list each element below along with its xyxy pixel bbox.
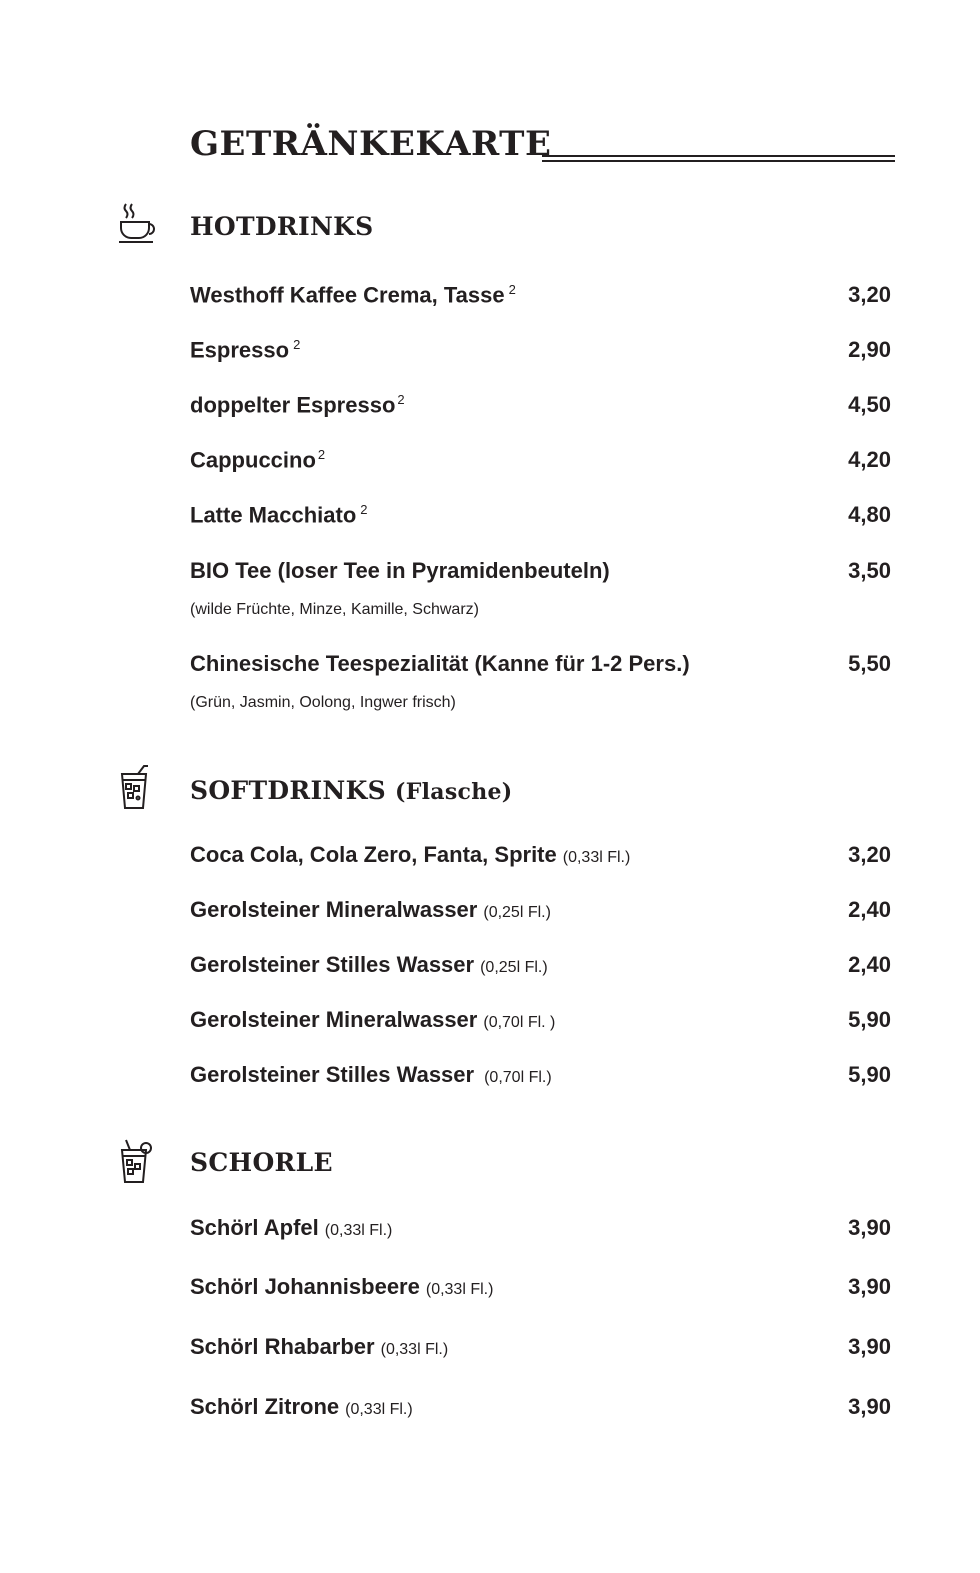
item-description: (wilde Früchte, Minze, Kamille, Schwarz) xyxy=(190,601,479,618)
coffee-cup-icon xyxy=(116,200,160,248)
item-price: 3,90 xyxy=(848,1394,891,1419)
lemonade-glass-icon xyxy=(116,1138,160,1186)
item-name: Coca Cola, Cola Zero, Fanta, Sprite (0,33l Fl.) xyxy=(190,842,631,867)
menu-item xyxy=(190,337,895,367)
menu-item xyxy=(190,1062,895,1092)
item-name: Schörl Apfel (0,33l Fl.) xyxy=(190,1215,393,1240)
item-name: Schörl Rhabarber (0,33l Fl.) xyxy=(190,1334,449,1359)
item-name: Schörl Johannisbeere (0,33l Fl.) xyxy=(190,1274,494,1299)
title-rule-top xyxy=(542,155,895,157)
soda-glass-icon xyxy=(116,764,160,812)
item-name: Espresso $^2$ xyxy=(190,337,301,363)
item-price: 5,90 xyxy=(848,1062,891,1087)
menu-item xyxy=(190,447,895,477)
page-title: GETRÄNKEKARTE xyxy=(190,124,552,164)
menu-item xyxy=(190,952,895,982)
menu-item xyxy=(190,282,895,312)
item-price: 2,40 xyxy=(848,952,891,977)
item-price: 4,20 xyxy=(848,447,891,472)
item-name: Gerolsteiner Mineralwasser (0,70l Fl. ) xyxy=(190,1007,556,1032)
item-name: Gerolsteiner Stilles Wasser (0,70l Fl.) xyxy=(190,1062,552,1087)
item-price: 3,90 xyxy=(848,1334,891,1359)
item-price: 4,50 xyxy=(848,392,891,417)
item-price: 2,90 xyxy=(848,337,891,362)
item-price: 3,20 xyxy=(848,282,891,307)
item-price: 4,80 xyxy=(848,502,891,527)
item-name: Westhoff Kaffee Crema, Tasse $^2$ xyxy=(190,282,516,308)
item-price: 3,20 xyxy=(848,842,891,867)
section-heading-hotdrinks: HOTDRINKS xyxy=(190,212,374,241)
menu-item xyxy=(190,1274,895,1304)
title-rule-bottom xyxy=(542,160,895,162)
menu-item xyxy=(190,558,895,588)
item-price: 2,40 xyxy=(848,897,891,922)
item-description: (Grün, Jasmin, Oolong, Ingwer frisch) xyxy=(190,694,456,711)
item-price: 5,50 xyxy=(848,651,891,676)
item-name: Gerolsteiner Stilles Wasser (0,25l Fl.) xyxy=(190,952,548,977)
item-name: Schörl Zitrone (0,33l Fl.) xyxy=(190,1394,413,1419)
item-name: doppelter Espresso $^2$ xyxy=(190,392,405,418)
item-name: Chinesische Teespezialität (Kanne für 1-2 Pers.) xyxy=(190,651,690,676)
item-name: Latte Macchiato $^2$ xyxy=(190,502,368,528)
item-name: Cappuccino $^2$ xyxy=(190,447,326,473)
menu-item xyxy=(190,1215,895,1245)
section-heading-softdrinks: SOFTDRINKS (Flasche) xyxy=(190,776,513,805)
item-name: BIO Tee (loser Tee in Pyramidenbeuteln) xyxy=(190,558,610,583)
item-price: 3,90 xyxy=(848,1215,891,1240)
menu-item xyxy=(190,392,895,422)
menu-item xyxy=(190,1394,895,1424)
menu-item xyxy=(190,502,895,532)
item-price: 3,50 xyxy=(848,558,891,583)
item-price: 5,90 xyxy=(848,1007,891,1032)
menu-item xyxy=(190,842,895,872)
section-heading-schorle: SCHORLE xyxy=(190,1148,333,1177)
menu-item xyxy=(190,651,895,681)
menu-item xyxy=(190,897,895,927)
menu-item xyxy=(190,1007,895,1037)
item-price: 3,90 xyxy=(848,1274,891,1299)
menu-item xyxy=(190,1334,895,1364)
item-name: Gerolsteiner Mineralwasser (0,25l Fl.) xyxy=(190,897,551,922)
